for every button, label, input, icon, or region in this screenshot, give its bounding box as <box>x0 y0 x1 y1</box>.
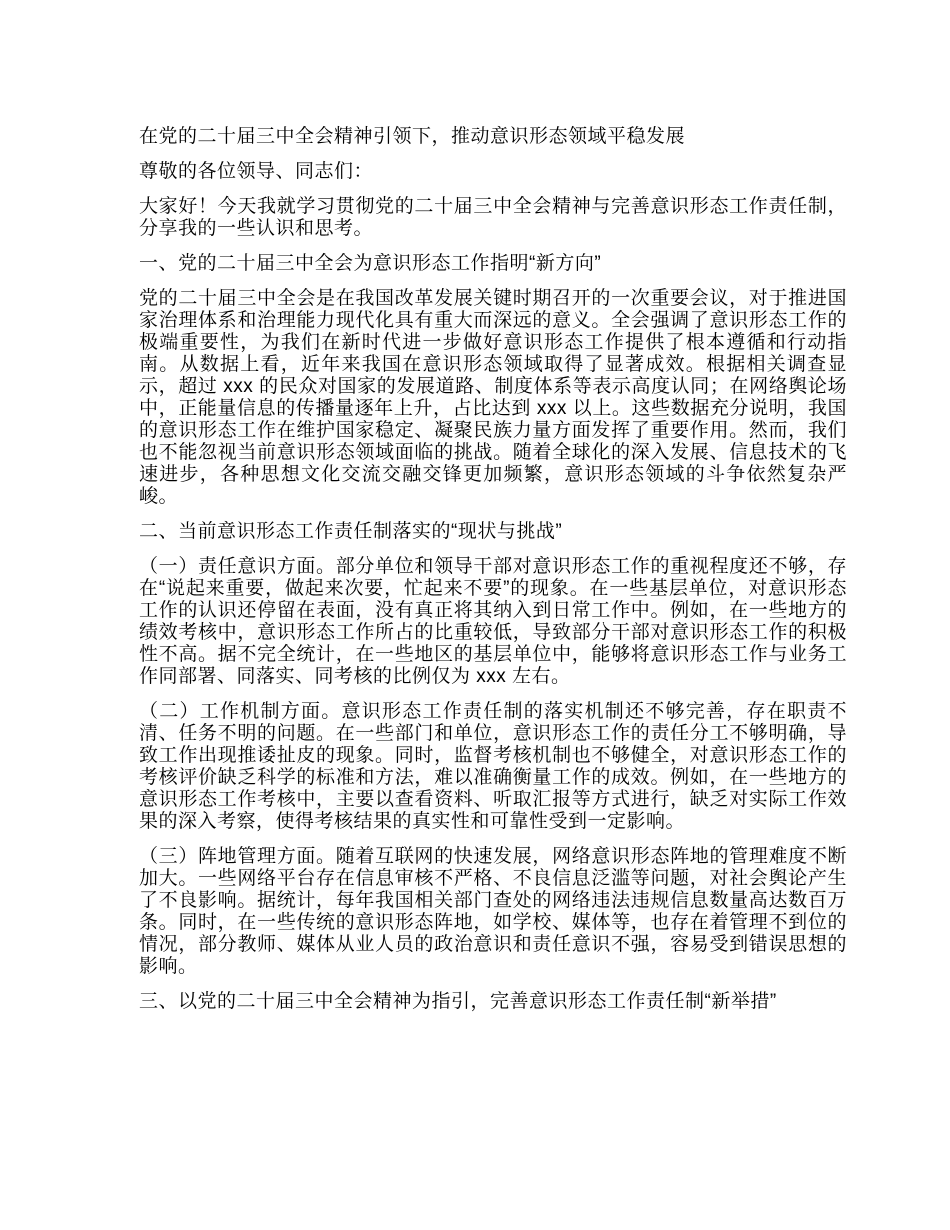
intro-paragraph: 大家好！今天我就学习贯彻党的二十届三中全会精神与完善意识形态工作责任制，分享我的一些认识和思考。 <box>139 196 847 239</box>
salutation-line: 尊敬的各位领导、同志们： <box>139 161 374 182</box>
section-2-heading: 二、当前意识形态工作责任制落实的“现状与挑战” <box>139 521 563 542</box>
document-title: 在党的二十届三中全会精神引领下，推动意识形态领域平稳发展 <box>139 126 686 147</box>
section-2-point-3: （三）阵地管理方面。随着互联网的快速发展，网络意识形态阵地的管理难度不断加大。一些网络平台存在信息审核不严格、不良信息泛滥等问题，对社会舆论产生了不良影响。据统计，每年我国相关部门查处的网络违法违规信息数量高达数百万条。同时，在一些传统的意识形态阵地，如学校、媒体等，也存在着管理不到位的情况，部分教师、媒体从业人员的政治意识和责任意识不强，容易受到错误思想的影响。 <box>139 846 847 977</box>
section-2-point-2: （二）工作机制方面。意识形态工作责任制的落实机制还不够完善，存在职责不清、任务不明的问题。在一些部门和单位，意识形态工作的责任分工不够明确，导致工作出现推诿扯皮的现象。同时，监督考核机制也不够健全，对意识形态工作的考核评价缺乏科学的标准和方法，难以准确衡量工作的成效。例如，在一些地方的意识形态工作考核中，主要以查看资料、听取汇报等方式进行，缺乏对实际工作效果的深入考察，使得考核结果的真实性和可靠性受到一定影响。 <box>139 701 847 832</box>
section-2-point-1: （一）责任意识方面。部分单位和领导干部对意识形态工作的重视程度还不够，存在“说起来重要，做起来次要，忙起来不要”的现象。在一些基层单位，对意识形态工作的认识还停留在表面，没有真正将其纳入到日常工作中。例如，在一些地方的绩效考核中，意识形态工作所占的比重较低，导致部分干部对意识形态工作的积极性不高。据不完全统计，在一些地区的基层单位中，能够将意识形态工作与业务工作同部署、同落实、同考核的比例仅为 xxx 左右。 <box>139 556 847 687</box>
section-1-paragraph: 党的二十届三中全会是在我国改革发展关键时期召开的一次重要会议，对于推进国家治理体系和治理能力现代化具有重大而深远的意义。全会强调了意识形态工作的极端重要性，为我们在新时代进一步做好意识形态工作提供了根本遵循和行动指南。从数据上看，近年来我国在意识形态领域取得了显著成效。根据相关调查显示，超过 xxx 的民众对国家的发展道路、制度体系等表示高度认同；在网络舆论场中，正能量信息的传播量逐年上升，占比达到 xxx 以上。这些数据充分说明，我国的意识形态工作在维护国家稳定、凝聚民族力量方面发挥了重要作用。然而，我们也不能忽视当前意识形态领域面临的挑战。随着全球化的深入发展、信息技术的飞速进步，各种思想文化交流交融交锋更加频繁，意识形态领域的斗争依然复杂严峻。 <box>139 288 847 507</box>
section-3-heading: 三、以党的二十届三中全会精神为指引，完善意识形态工作责任制“新举措” <box>139 991 777 1012</box>
section-1-heading: 一、党的二十届三中全会为意识形态工作指明“新方向” <box>139 253 602 274</box>
